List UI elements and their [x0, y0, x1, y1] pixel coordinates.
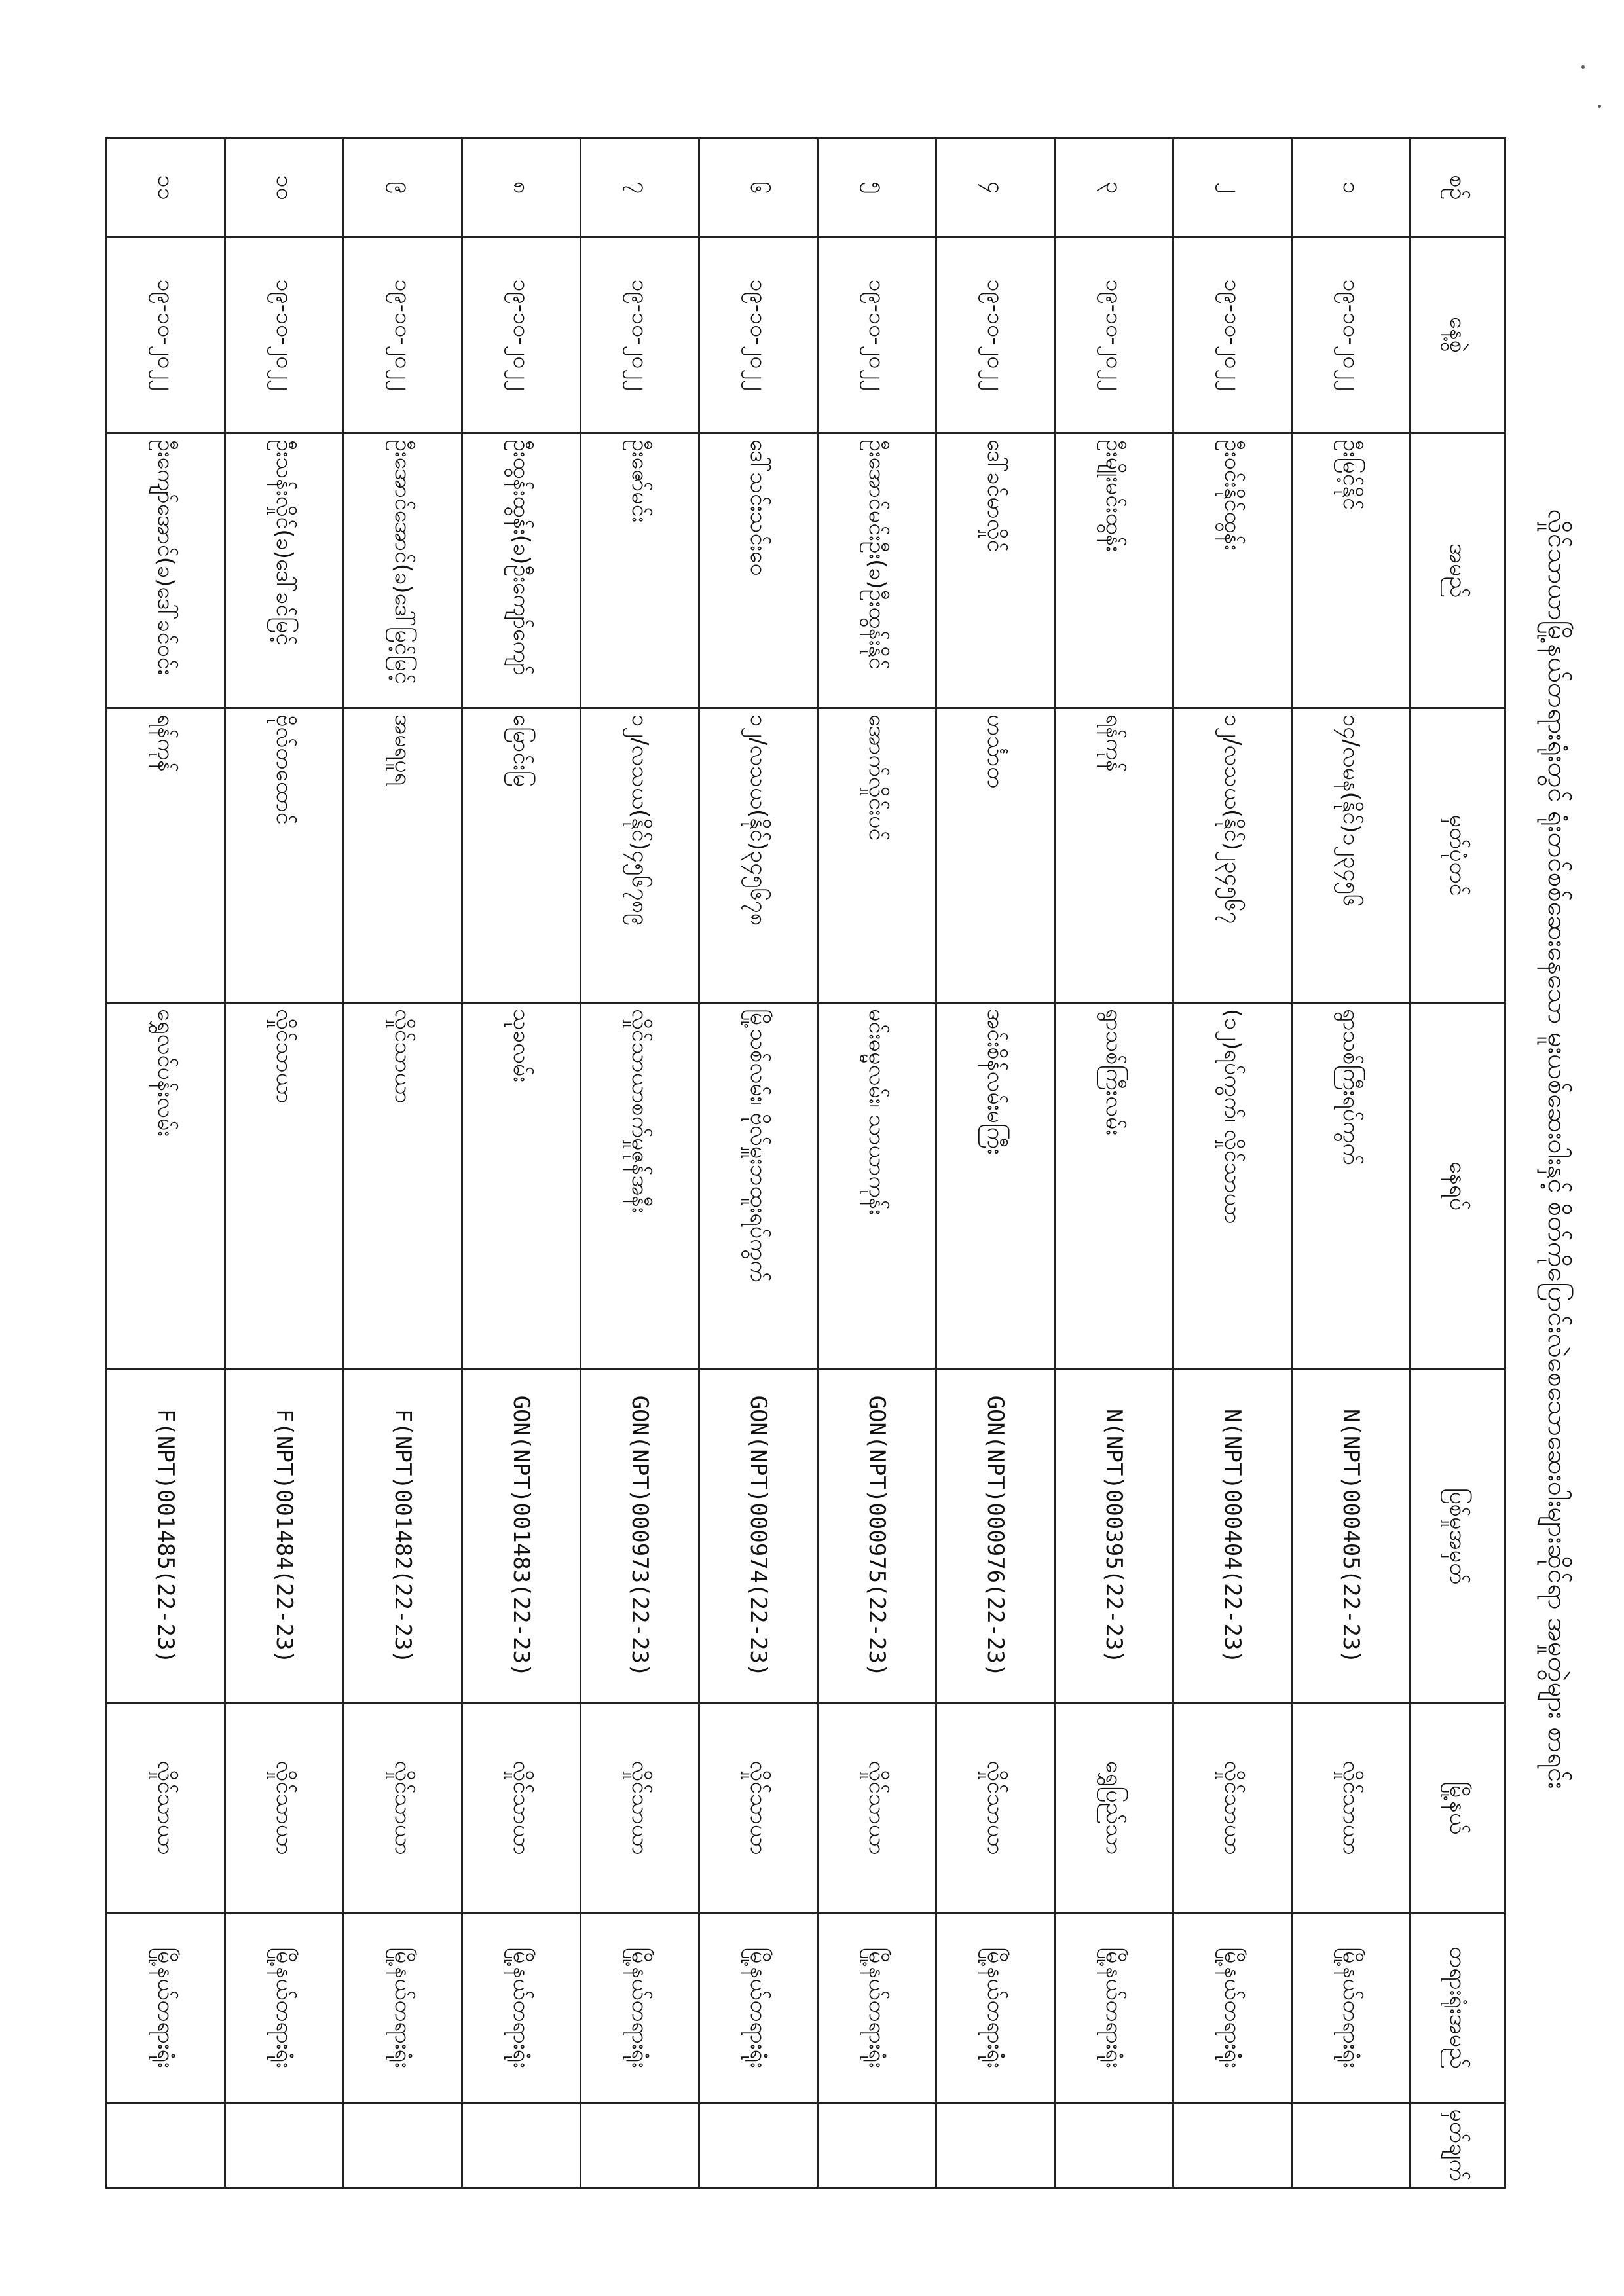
cell-township: ရွှေပြည်သာ [1055, 1704, 1173, 1913]
cell-address: ရွှေလင်ပန်းလမ်း [107, 1003, 225, 1370]
cell-court: မြို့နယ်တရားရုံး [581, 1913, 699, 2103]
cell-no: ၃ [1055, 139, 1173, 237]
table-row [225, 139, 344, 2188]
cell-township: လှိုင်သာယာ [1292, 1704, 1411, 1913]
cell-nrc: ဗိုလ်တထောင် [225, 708, 344, 1003]
cell-remark [1292, 2103, 1411, 2188]
table-row [1055, 139, 1173, 2188]
cell-date: ၁၉-၁၀-၂၀၂၂ [1292, 237, 1411, 433]
cell-name: ဦးဝင်းနိုင်ထွန်း [1173, 433, 1292, 708]
cell-no: ၂ [1173, 139, 1292, 237]
cell-case-no: GON(NPT)000974(22-23) [699, 1370, 818, 1704]
cell-case-no: GON(NPT)001483(22-23) [462, 1370, 581, 1704]
cell-date: ၁၉-၁၀-၂၀၂၂ [1055, 237, 1173, 433]
cell-address: ရွာသစ်ကြီးလမ်း [1055, 1003, 1173, 1370]
table-row [462, 139, 581, 2188]
cell-remark [344, 2103, 462, 2188]
cell-remark [1173, 2103, 1292, 2188]
scan-speck [1598, 105, 1601, 108]
cell-date: ၁၉-၁၀-၂၀၂၂ [581, 237, 699, 433]
cell-court: မြို့နယ်တရားရုံး [107, 1913, 225, 2103]
cell-nrc: ၁၂/လသယ(နိုင်)၃၄၅၆၇၈ [699, 708, 818, 1003]
cell-no: ၁ [1292, 139, 1411, 237]
table-row [1292, 139, 1411, 2188]
cell-remark [462, 2103, 581, 2188]
cell-date: ၁၉-၁၀-၂၀၂၂ [699, 237, 818, 433]
cell-township: လှိုင်သာယာ [581, 1704, 699, 1913]
cell-remark [1055, 2103, 1173, 2188]
cell-name: ဦးအောင်အောင်(ခ)ဒေါ်မြင့်မြင့် [344, 433, 462, 708]
cell-name: ဒေါ်သင်းသင်းဝေ [699, 433, 818, 708]
cell-name: ဦးကျော်အောင်(ခ)ဒေါ်ခင်ဝင်း [107, 433, 225, 708]
cell-court: မြို့နယ်တရားရုံး [1055, 1913, 1173, 2103]
cell-court: မြို့နယ်တရားရုံး [1173, 1913, 1292, 2103]
cell-township: လှိုင်သာယာ [699, 1704, 818, 1913]
table-row [581, 139, 699, 2188]
cell-name: ဦးဇော်မင်း [581, 433, 699, 708]
cell-court: မြို့နယ်တရားရုံး [225, 1913, 344, 2103]
cell-no: ၈ [462, 139, 581, 237]
cell-name: ဒေါ်ခင်မာလှိုင် [936, 433, 1055, 708]
cell-township: လှိုင်သာယာ [1173, 1704, 1292, 1913]
cell-case-no: N(NPT)000405(22-23) [1292, 1370, 1411, 1704]
cell-no: ၁၀ [225, 139, 344, 237]
cell-court: မြို့နယ်တရားရုံး [344, 1913, 462, 2103]
cell-case-no: F(NPT)001482(22-23) [344, 1370, 462, 1704]
cell-remark [818, 2103, 936, 2188]
cell-court: မြို့နယ်တရားရုံး [462, 1913, 581, 2103]
table-row [1173, 139, 1292, 2188]
cell-date: ၁၉-၁၀-၂၀၂၂ [1173, 237, 1292, 433]
cell-case-no: N(NPT)000404(22-23) [1173, 1370, 1292, 1704]
cell-no: ၄ [936, 139, 1055, 237]
cell-address: အင်းစိန်လမ်းမကြီး [936, 1003, 1055, 1370]
table-row [344, 139, 462, 2188]
cell-nrc: ၁၂/လသယ(နိုင်)၂၃၄၅၆၇ [1173, 708, 1292, 1003]
cell-nrc: မြောင်းမြ [462, 708, 581, 1003]
cell-nrc: ၁၄/လမန(နိုင်)၁၂၃၄၅၆ [1292, 708, 1411, 1003]
cell-name: ဦးသန်းလှိုင်(ခ)ဒေါ်ခင်မြင့် [225, 433, 344, 708]
cell-court: မြို့နယ်တရားရုံး [818, 1913, 936, 2103]
header-township: မြို့နယ် [1411, 1704, 1505, 1913]
cell-date: ၁၉-၁၀-၂၀၂၂ [462, 237, 581, 433]
document-title: လှိုင်သာယာမြို့နယ်တရားရုံးတွင် ရုံးတင်စစ်ဆေးနေသော မူးယစ်ဆေးဝါးနှင့် စိတ်ကိုပြောင်းလဲစေသောဆေးဝါးများဆိုင်ရာ အမှုတွဲများ စာရင်း [1542, 509, 1572, 1789]
cell-no: ၇ [581, 139, 699, 237]
cell-no: ၁၁ [107, 139, 225, 237]
cell-remark [107, 2103, 225, 2188]
cell-remark [936, 2103, 1055, 2188]
scan-speck [1581, 65, 1585, 69]
cell-nrc: ရန်ကုန် [107, 708, 225, 1003]
cell-remark [225, 2103, 344, 2188]
cell-township: လှိုင်သာယာ [936, 1704, 1055, 1913]
cell-address: သုခလမ်း [462, 1003, 581, 1370]
cell-case-no: N(NPT)000395(22-23) [1055, 1370, 1173, 1704]
cell-court: မြို့နယ်တရားရုံး [936, 1913, 1055, 2103]
cell-no: ၅ [818, 139, 936, 237]
cell-case-no: GON(NPT)000976(22-23) [936, 1370, 1055, 1704]
cell-township: လှိုင်သာယာ [107, 1704, 225, 1913]
cell-date: ၁၉-၁၀-၂၀၂၂ [818, 237, 936, 433]
header-nrc: မှတ်ပုံတင် [1411, 708, 1505, 1003]
header-no: စဉ် [1411, 139, 1505, 237]
cell-nrc: ၁၂/လသယ(နိုင်)၄၅၆၇၈၉ [581, 708, 699, 1003]
table-row [107, 139, 225, 2188]
cell-nrc: ရန်ကုန် [1055, 708, 1173, 1003]
table-row [936, 139, 1055, 2188]
cell-date: ၁၉-၁၀-၂၀၂၂ [344, 237, 462, 433]
cell-remark [581, 2103, 699, 2188]
table-row [699, 139, 818, 2188]
cell-date: ၁၉-၁၀-၂၀၂၂ [107, 237, 225, 433]
cell-name: ဦးအောင်မင်းဦး(ခ)ဦးထွန်းနိုင် [818, 433, 936, 708]
cell-address: မြို့သစ်လမ်း၊ ဗိုလ်မှူးဘထူးရပ်ကွက် [699, 1003, 818, 1370]
cell-date: ၁၉-၁၀-၂၀၂၂ [936, 237, 1055, 433]
cell-township: လှိုင်သာယာ [462, 1704, 581, 1913]
cell-township: လှိုင်သာယာ [818, 1704, 936, 1913]
cell-name: ဦးမြင့်နိုင် [1292, 433, 1411, 708]
cell-address: လှိုင်သာယာစက်မှုဇုန်အနီး [581, 1003, 699, 1370]
header-remark: မှတ်ချက် [1411, 2103, 1505, 2188]
cell-court: မြို့နယ်တရားရုံး [1292, 1913, 1411, 2103]
cell-name: ဦးမျိုးမင်းထွန်း [1055, 433, 1173, 708]
table-header-row [1411, 139, 1505, 2188]
header-name: အမည် [1411, 433, 1505, 708]
cell-address: လှိုင်သာယာ [225, 1003, 344, 1370]
cell-nrc: ဟင်္သာတ [936, 708, 1055, 1003]
cell-date: ၁၉-၁၀-၂၀၂၂ [225, 237, 344, 433]
cell-address: မင်းဓမ္မလမ်း၊ သာယာကုန်း [818, 1003, 936, 1370]
cell-township: လှိုင်သာယာ [225, 1704, 344, 1913]
header-court: တရားရုံးအမည် [1411, 1913, 1505, 2103]
cell-township: လှိုင်သာယာ [344, 1704, 462, 1913]
cell-address: (၁၂)ရပ်ကွက်၊ လှိုင်သာယာ [1173, 1003, 1292, 1370]
cell-nrc: အမရပူရ [344, 708, 462, 1003]
table-row [818, 139, 936, 2188]
cell-case-no: F(NPT)001485(22-23) [107, 1370, 225, 1704]
case-list-table [105, 137, 1506, 2189]
cell-no: ၉ [344, 139, 462, 237]
cell-case-no: F(NPT)001484(22-23) [225, 1370, 344, 1704]
cell-address: ရွာသစ်ကြီးရပ်ကွက် [1292, 1003, 1411, 1370]
cell-name: ဦးထွန်းထွန်း(ခ)ဦးကျော်ကျော် [462, 433, 581, 708]
cell-case-no: GON(NPT)000973(22-23) [581, 1370, 699, 1704]
cell-nrc: အောက်လှိုင်းပင် [818, 708, 936, 1003]
header-address: နေရပ် [1411, 1003, 1505, 1370]
header-case-no: ပြစ်မှုအမှတ် [1411, 1370, 1505, 1704]
cell-case-no: GON(NPT)000975(22-23) [818, 1370, 936, 1704]
header-date: နေ့စွဲ [1411, 237, 1505, 433]
cell-court: မြို့နယ်တရားရုံး [699, 1913, 818, 2103]
cell-remark [699, 2103, 818, 2188]
cell-address: လှိုင်သာယာ [344, 1003, 462, 1370]
cell-no: ၆ [699, 139, 818, 237]
